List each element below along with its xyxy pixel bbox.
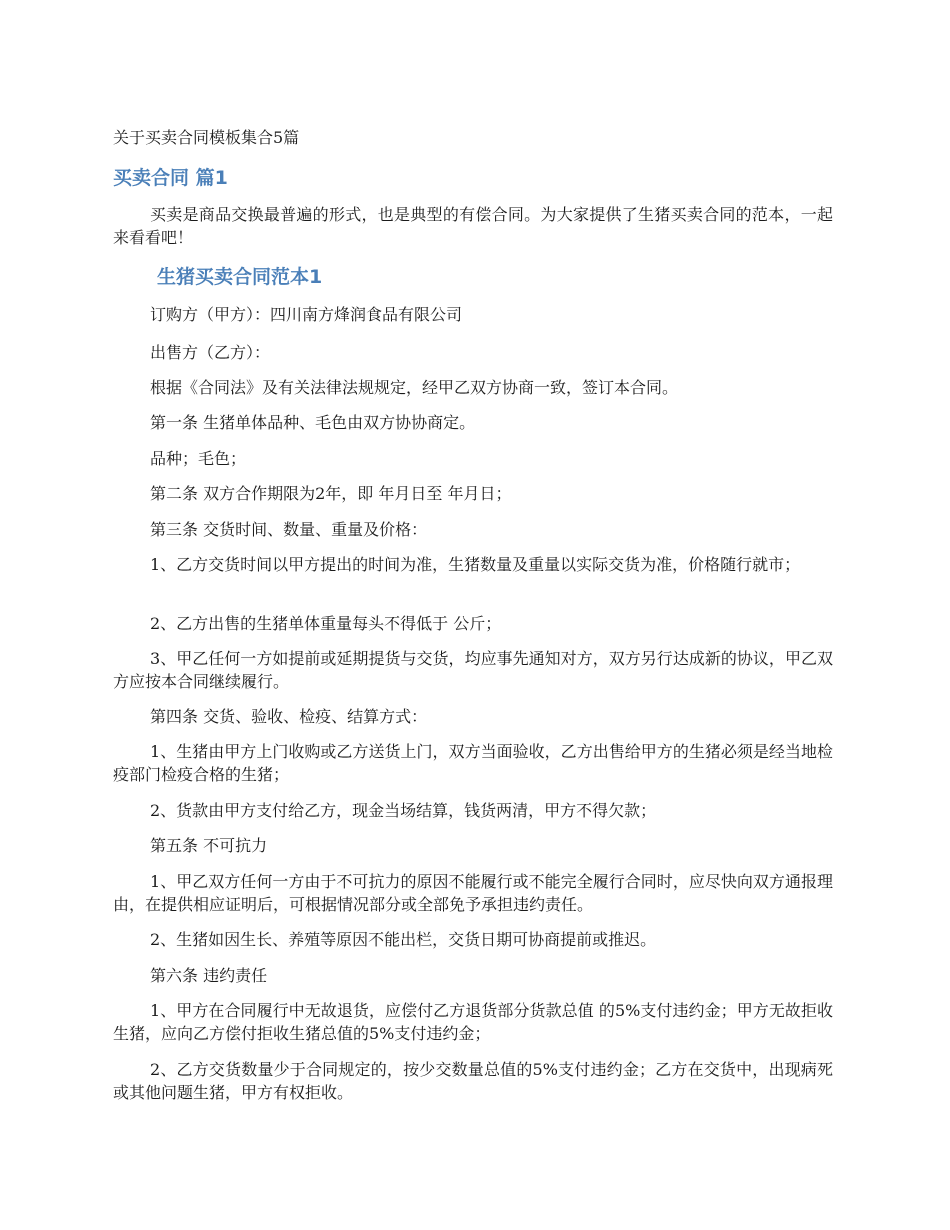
article-4-item-1: 1、生猪由甲方上门收购或乙方送货上门，双方当面验收，乙方出售给甲方的生猪必须是经当地检疫部门检疫合格的生猪； [113, 742, 833, 784]
article-5: 第五条 不可抗力 [150, 836, 268, 855]
section-heading: 买卖合同 篇1 [113, 167, 228, 189]
article-6: 第六条 违约责任 [150, 966, 268, 985]
article-5-item-2: 2、生猪如因生长、养殖等原因不能出栏，交货日期可协商提前或推迟。 [150, 930, 657, 949]
article-4: 第四条 交货、验收、检疫、结算方式： [150, 707, 428, 726]
article-3-item-1: 1、乙方交货时间以甲方提出的时间为准，生猪数量及重量以实际交货为准，价格随行就市； [150, 555, 801, 574]
article-1: 第一条 生猪单体品种、毛色由双方协协商定。 [150, 413, 476, 432]
intro-paragraph: 买卖是商品交换最普遍的形式，也是典型的有偿合同。为大家提供了生猪买卖合同的范本，一起来看看吧！ [113, 205, 833, 247]
article-6-item-2: 2、乙方交货数量少于合同规定的，按少交数量总值的5%支付违约金；乙方在交货中，出现病死或其他问题生猪，甲方有权拒收。 [113, 1060, 833, 1102]
document-title: 关于买卖合同模板集合5篇 [113, 128, 300, 147]
article-3: 第三条 交货时间、数量、重量及价格： [150, 520, 428, 539]
contract-preamble: 根据《合同法》及有关法律法规规定，经甲乙双方协商一致，签订本合同。 [150, 378, 679, 397]
article-4-item-2: 2、货款由甲方支付给乙方，现金当场结算，钱货两清，甲方不得欠款； [150, 801, 657, 820]
contract-subheading: 生猪买卖合同范本1 [157, 266, 323, 288]
article-6-item-1: 1、甲方在合同履行中无故退货，应偿付乙方退货部分货款总值 的5%支付违约金；甲方无故拒收生猪，应向乙方偿付拒收生猪总值的5%支付违约金； [113, 1001, 833, 1043]
breed-color-line: 品种；毛色； [150, 449, 247, 468]
seller-party: 出售方（乙方）： [150, 343, 271, 362]
article-5-item-1: 1、甲乙双方任何一方由于不可抗力的原因不能履行或不能完全履行合同时，应尽快向双方通报理由，在提供相应证明后，可根据情况部分或全部免予承担违约责任。 [113, 872, 833, 914]
article-3-item-3: 3、甲乙任何一方如提前或延期提货与交货，均应事先通知对方，双方另行达成新的协议，甲乙双方应按本合同继续履行。 [113, 649, 833, 691]
buyer-party: 订购方（甲方）：四川南方烽润食品有限公司 [150, 305, 463, 324]
article-2: 第二条 双方合作期限为2年，即 年月日至 年月日； [150, 484, 512, 503]
article-3-item-2: 2、乙方出售的生猪单体重量每头不得低于 公斤； [150, 614, 502, 633]
